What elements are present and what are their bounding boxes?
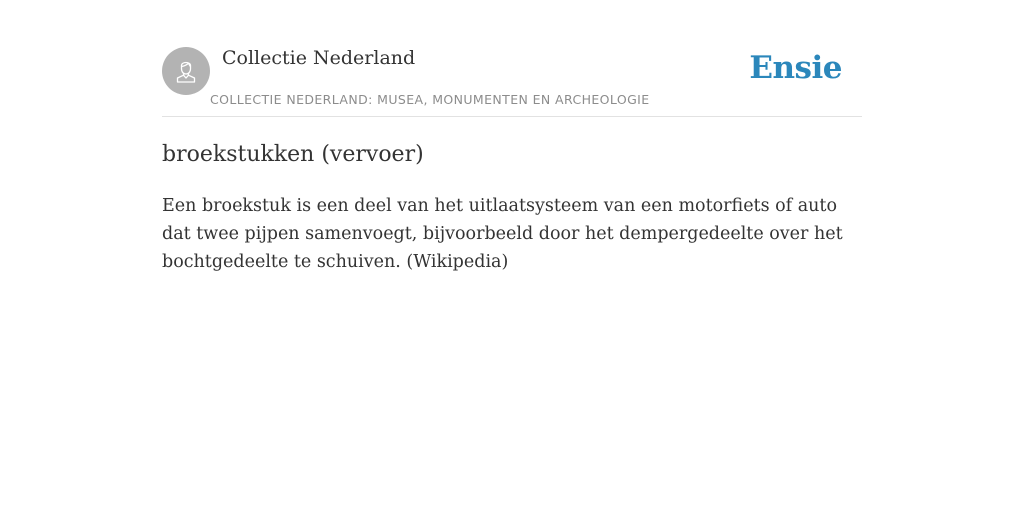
collection-link[interactable]: COLLECTIE NEDERLAND: MUSEA, MONUMENTEN EN ARCHEOLOGIE bbox=[210, 92, 650, 107]
entry-card bbox=[162, 0, 862, 272]
entry-header bbox=[162, 0, 862, 117]
ensie-logo[interactable]: Ensie bbox=[749, 50, 842, 86]
user-silhouette-icon bbox=[171, 56, 201, 86]
entry-title: broekstukken (vervoer) bbox=[162, 142, 424, 167]
author-avatar[interactable] bbox=[162, 47, 210, 95]
author-name-link[interactable]: Collectie Nederland bbox=[222, 47, 416, 69]
entry-description: Een broekstuk is een deel van het uitlaatsysteem van een motorfiets of auto dat twee pijpen samenvoegt, bijvoorbeeld door het dempergedeelte over het bochtgedeelte te schuiven. (Wikipedia) bbox=[162, 196, 843, 272]
